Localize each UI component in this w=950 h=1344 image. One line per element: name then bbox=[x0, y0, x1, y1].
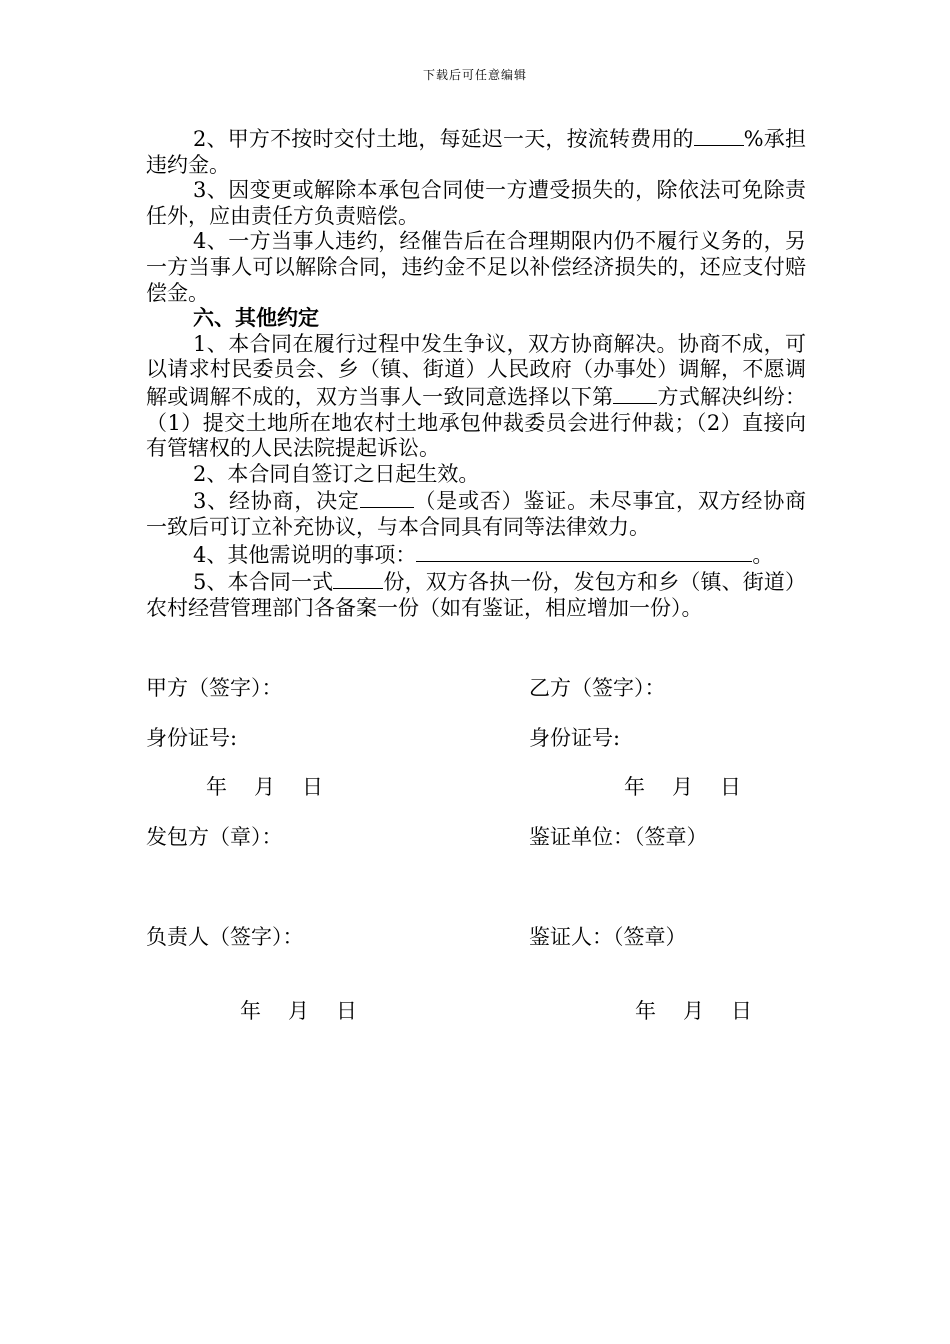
other-matters-blank bbox=[416, 541, 752, 562]
contractor-seal: 发包方（章）： bbox=[146, 825, 283, 849]
month-label: 月 bbox=[288, 999, 309, 1023]
year-label: 年 bbox=[624, 775, 645, 799]
clause-copies bbox=[146, 568, 806, 621]
clause-text: 3、经协商，决定 bbox=[193, 489, 360, 514]
clause-other-matters bbox=[146, 541, 806, 569]
method-blank bbox=[613, 383, 657, 404]
clause-text: %承担违约金。 bbox=[146, 127, 806, 177]
month-label: 月 bbox=[254, 775, 275, 799]
party-a-date bbox=[206, 771, 323, 801]
notarize-blank bbox=[360, 487, 414, 508]
clause-text: 4、其他需说明的事项： bbox=[193, 542, 417, 567]
clause-notarization bbox=[146, 487, 806, 540]
clause-breach: 4、一方当事人违约，经催告后在合理期限内仍不履行义务的，另一方当事人可以解除合同，违约金不足以补偿经济损失的，还应支付赔偿金。 bbox=[146, 229, 806, 305]
clause-text: 2、甲方不按时交付土地，每延迟一天，按流转费用的 bbox=[193, 127, 694, 151]
clause-text: 5、本合同一式 bbox=[193, 570, 334, 595]
notary-unit-seal: 鉴证单位：（签章） bbox=[529, 825, 708, 849]
clause-text: 份，双方各执一份，发包方和乡（镇、街道）农村经营管理部门各备案一份（如有鉴证，相应增加一份）。 bbox=[146, 570, 806, 620]
month-label: 月 bbox=[683, 999, 704, 1023]
responsible-person-signature: 负责人（签字）： bbox=[146, 925, 304, 949]
day-label: 日 bbox=[302, 775, 323, 799]
clause-text: 1、本合同在履行过程中发生争议，双方协商解决。协商不成，可以请求村民委员会、乡（镇、街道）人民政府（办事处）调解，不愿调解或调解不成的，双方当事人一致同意选择以下第 bbox=[146, 331, 806, 409]
party-b-id-number: 身份证号: bbox=[529, 726, 621, 750]
day-label: 日 bbox=[336, 999, 357, 1023]
day-label: 日 bbox=[720, 775, 741, 799]
clause-compensation: 3、因变更或解除本承包合同使一方遭受损失的，除依法可免除责任外，应由责任方负责赔偿。 bbox=[146, 178, 806, 228]
month-label: 月 bbox=[672, 775, 693, 799]
party-a-signature: 甲方（签字）： bbox=[146, 676, 283, 700]
section-heading: 六、其他约定 bbox=[193, 306, 319, 331]
clause-late-delivery bbox=[146, 125, 806, 178]
day-label: 日 bbox=[731, 999, 752, 1023]
contractor-date bbox=[240, 995, 357, 1025]
page-header: 下载后可任意编辑 bbox=[422, 68, 527, 82]
clause-text: 方式解决纠纷：（1）提交土地所在地农村土地承包仲裁委员会进行仲裁；（2）直接向有管辖权的人民法院提起诉讼。 bbox=[146, 384, 807, 461]
percent-blank bbox=[694, 125, 744, 146]
clause-text: 。 bbox=[752, 542, 774, 567]
party-b-signature: 乙方（签字）： bbox=[529, 676, 666, 700]
clause-dispute bbox=[146, 332, 806, 462]
party-a-id-number: 身份证号: bbox=[146, 726, 238, 750]
copies-blank bbox=[333, 568, 383, 589]
notary-person-seal: 鉴证人：（签章） bbox=[529, 925, 687, 949]
clause-effective: 2、本合同自签订之日起生效。 bbox=[193, 461, 480, 486]
contract-body bbox=[146, 125, 806, 621]
notary-date bbox=[635, 995, 752, 1025]
party-b-date bbox=[624, 771, 741, 801]
year-label: 年 bbox=[635, 999, 656, 1023]
clause-text: （是或否）鉴证。未尽事宜，双方经协商一致后可订立补充协议，与本合同具有同等法律效力。 bbox=[146, 489, 806, 539]
year-label: 年 bbox=[240, 999, 261, 1023]
year-label: 年 bbox=[206, 775, 227, 799]
